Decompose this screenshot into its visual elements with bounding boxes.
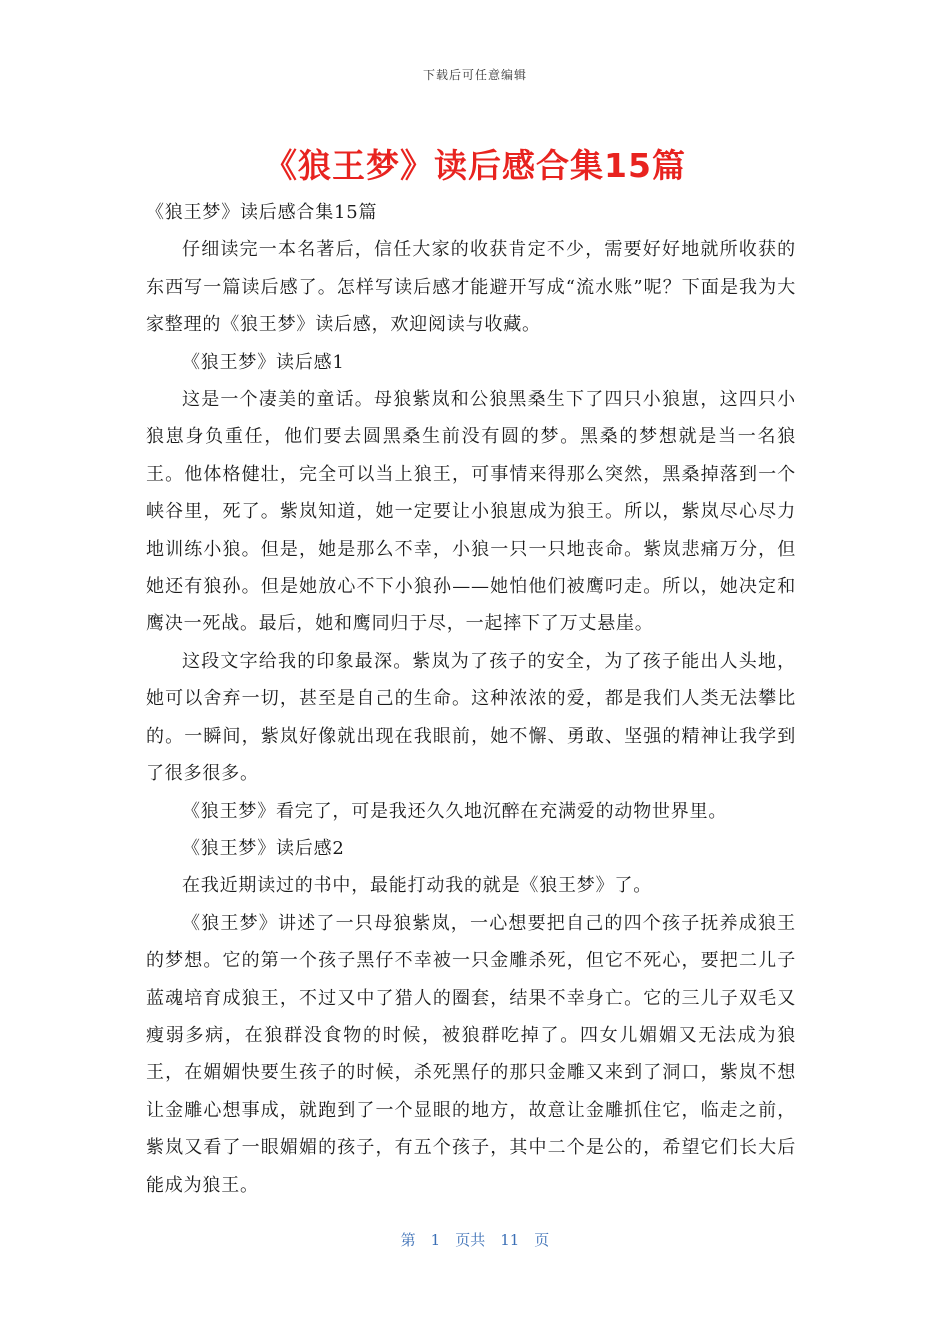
paragraph: 在我近期读过的书中，最能打动我的就是《狼王梦》了。 (182, 875, 652, 897)
page-number: 第 1 页共 11 页 (400, 1231, 550, 1249)
paragraph: 《狼王梦》读后感合集15篇 (146, 202, 378, 223)
paragraph: 《狼王梦》讲述了一只母狼紫岚，一心想要把自己的四个孩子抚养成狼王的梦想。它的第一个孩子黑仔不幸被一只金雕杀死，但它不死心，要把二儿子蓝魂培育成狼王，不过又中了猎人的圈套，结果不幸身亡。它的三儿子双毛又瘦弱多病，在狼群没食物的时候，被狼群吃掉了。四女儿媚媚又无法成为狼王，在媚媚快要生孩子的时候，杀死黑仔的那只金雕又来到了洞口，紫岚不想让金雕心想事成，就跑到了一个显眼的地方，故意让金雕抓住它，临走之前，紫岚又看了一眼媚媚的孩子，有五个孩子，其中二个是公的，希望它们长大后能成为狼王。 (146, 912, 796, 1196)
paragraph: 这是一个凄美的童话。母狼紫岚和公狼黑桑生下了四只小狼崽，这四只小狼崽身负重任，他们要去圆黑桑生前没有圆的梦。黑桑的梦想就是当一名狼王。他体格健壮，完全可以当上狼王，可事情来得那么突然，黑桑掉落到一个峡谷里，死了。紫岚知道，她一定要让小狼崽成为狼王。所以，紫岚尽心尽力地训练小狼。但是，她是那么不幸，小狼一只一只地丧命。紫岚悲痛万分，但她还有狼孙。但是她放心不下小狼孙——她怕他们被鹰叼走。所以，她决定和鹰决一死战。最后，她和鹰同归于尽，一起摔下了万丈悬崖。 (146, 389, 796, 635)
paragraph: 这段文字给我的印象最深。紫岚为了孩子的安全，为了孩子能出人头地，她可以舍弃一切，甚至是自己的生命。这种浓浓的爱，都是我们人类无法攀比的。一瞬间，紫岚好像就出现在我眼前，她不懈、勇敢、坚强的精神让我学到了很多很多。 (146, 650, 796, 785)
document-body (146, 194, 796, 1204)
paragraph: 仔细读完一本名著后，信任大家的收获肯定不少，需要好好地就所收获的东西写一篇读后感了。怎样写读后感才能避开写成“流水账”呢？下面是我为大家整理的《狼王梦》读后感，欢迎阅读与收藏。 (146, 239, 796, 336)
section-heading: 《狼王梦》读后感2 (182, 837, 345, 859)
document-title: 《狼王梦》读后感合集15篇 (264, 146, 686, 185)
paragraph: 《狼王梦》看完了，可是我还久久地沉醉在充满爱的动物世界里。 (182, 800, 728, 822)
section-heading: 《狼王梦》读后感1 (182, 351, 345, 373)
download-note: 下载后可任意编辑 (422, 68, 527, 82)
